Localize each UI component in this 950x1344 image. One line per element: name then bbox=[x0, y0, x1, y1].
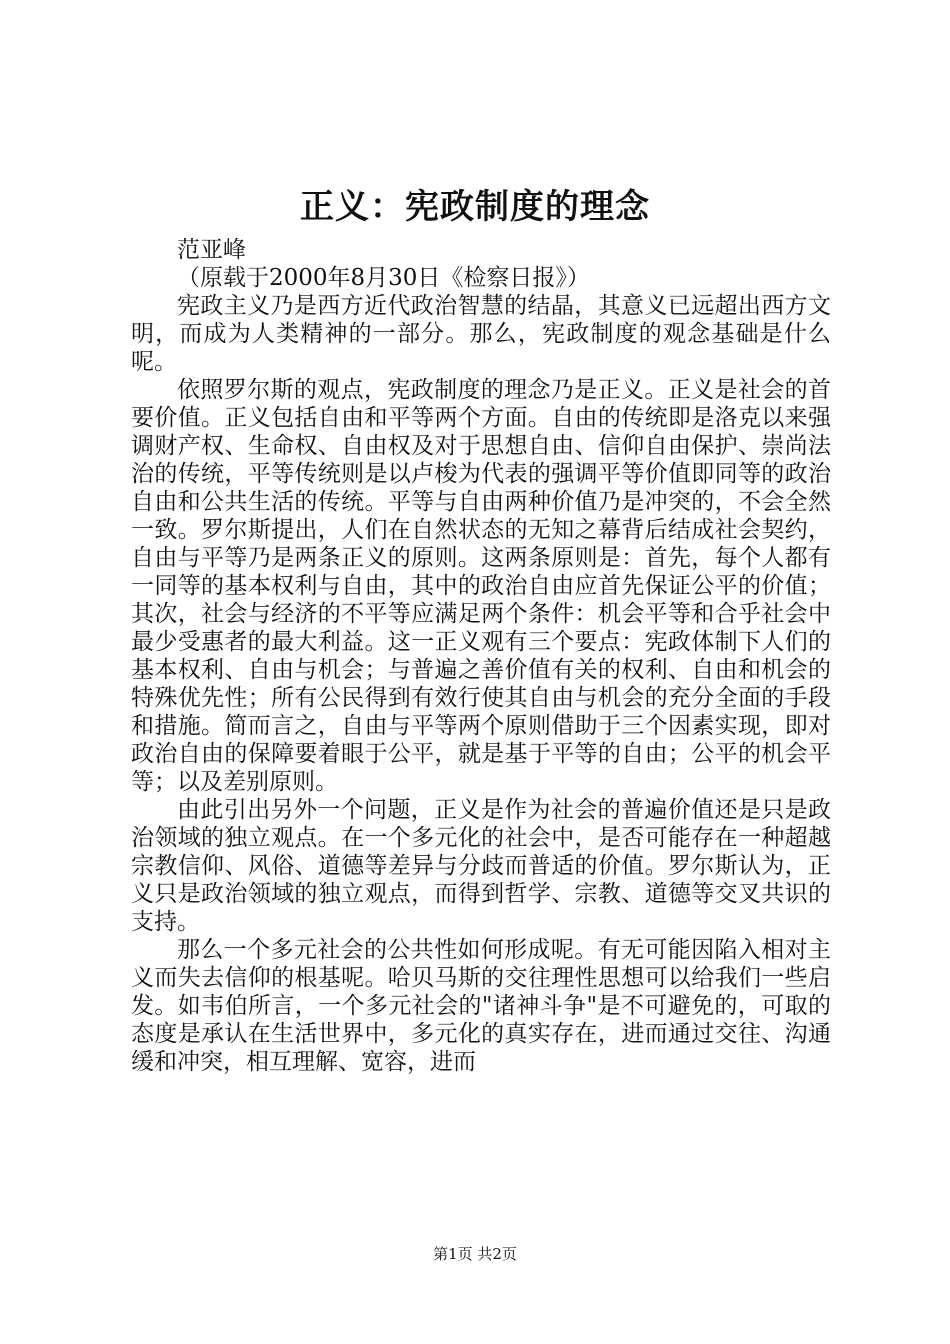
document-title: 正义：宪政制度的理念 bbox=[300, 187, 650, 227]
source-line: （原载于2000年8月30日《检察日报》） bbox=[177, 265, 590, 291]
document-body bbox=[131, 236, 831, 1076]
paragraph: 宪政主义乃是西方近代政治智慧的结晶，其意义已远超出西方文明，而成为人类精神的一部分。那么，宪政制度的观念基础是什么呢。 bbox=[131, 293, 831, 375]
author-line: 范亚峰 bbox=[177, 237, 246, 263]
paragraph: 那么一个多元社会的公共性如何形成呢。有无可能因陷入相对主义而失去信仰的根基呢。哈贝马斯的交往理性思想可以给我们一些启发。如韦伯所言，一个多元社会的"诸神斗争"是不可避免的，可取的态度是承认在生活世界中，多元化的真实存在，进而通过交往、沟通缓和冲突，相互理解、宽容，进而 bbox=[131, 937, 831, 1075]
paragraph: 依照罗尔斯的观点，宪政制度的理念乃是正义。正义是社会的首要价值。正义包括自由和平等两个方面。自由的传统即是洛克以来强调财产权、生命权、自由权及对于思想自由、信仰自由保护、崇尚法治的传统，平等传统则是以卢梭为代表的强调平等价值即同等的政治自由和公共生活的传统。平等与自由两种价值乃是冲突的，不会全然一致。罗尔斯提出，人们在自然状态的无知之幕背后结成社会契约，自由与平等乃是两条正义的原则。这两条原则是：首先，每个人都有一同等的基本权利与自由，其中的政治自由应首先保证公平的价值；其次，社会与经济的不平等应满足两个条件：机会平等和合乎社会中最少受惠者的最大利益。这一正义观有三个要点：宪政体制下人们的基本权利、自由与机会；与普遍之善价值有关的权利、自由和机会的特殊优先性；所有公民得到有效行使其自由与机会的充分全面的手段和措施。简而言之，自由与平等两个原则借助于三个因素实现，即对政治自由的保障要着眼于公平，就是基于平等的自由；公平的机会平等；以及差别原则。 bbox=[131, 377, 831, 795]
page-number-footer: 第1页 共2页 bbox=[433, 1245, 517, 1263]
paragraph: 由此引出另外一个问题，正义是作为社会的普遍价值还是只是政治领域的独立观点。在一个多元化的社会中，是否可能存在一种超越宗教信仰、风俗、道德等差异与分歧而普适的价值。罗尔斯认为，正义只是政治领域的独立观点，而得到哲学、宗教、道德等交叉共识的支持。 bbox=[131, 797, 831, 935]
